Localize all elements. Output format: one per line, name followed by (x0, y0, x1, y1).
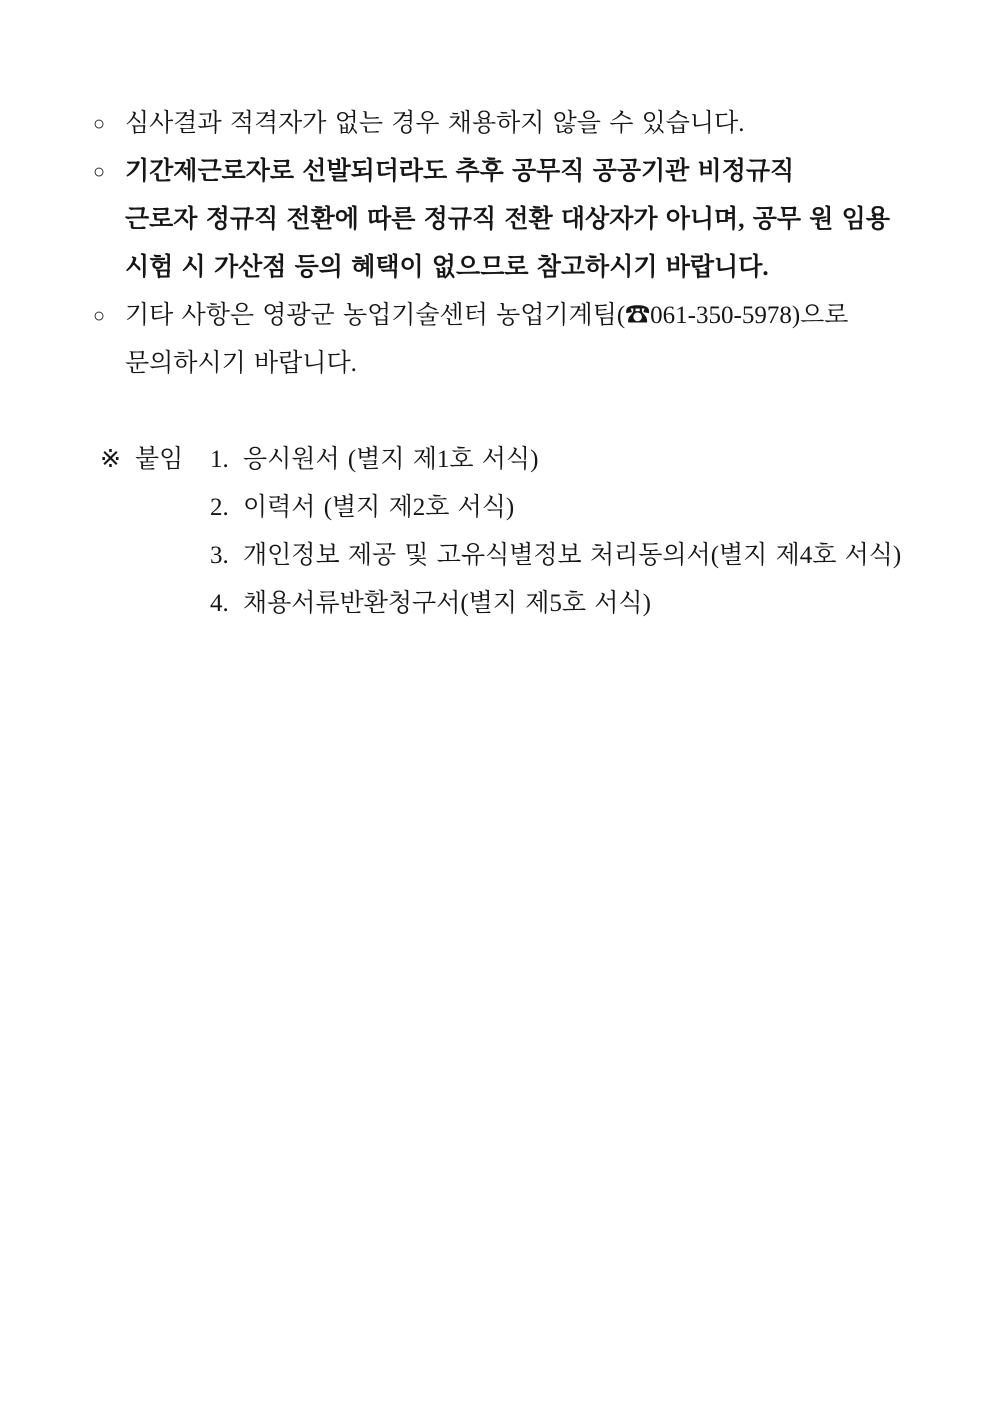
attachments-section (0, 436, 992, 628)
paragraph-line: 기타 사항은 영광군 농업기술센터 농업기계팀(☎061-350-5978)으로 (125, 302, 849, 329)
paragraph-line: 시험 시 가산점 등의 혜택이 없으므로 참고하시기 바랍니다. (125, 254, 769, 281)
attachment-text: 개인정보 제공 및 고유식별정보 처리동의서(별지 제4호 서식) (243, 542, 902, 569)
circle-bullet: ○ (93, 113, 106, 135)
paragraph-contact-info (0, 292, 992, 388)
circle-bullet: ○ (93, 161, 106, 183)
paragraph-line: 심사결과 적격자가 없는 경우 채용하지 않을 수 있습니다. (125, 110, 745, 137)
paragraph-line: 문의하시기 바랍니다. (125, 350, 357, 377)
attachment-text: 응시원서 (별지 제1호 서식) (243, 446, 539, 473)
attachment-item (210, 532, 972, 580)
reference-mark-icon: ※ (100, 446, 121, 473)
attachment-text: 이력서 (별지 제2호 서식) (243, 494, 515, 521)
attachment-item (210, 580, 972, 628)
attachment-number: 2. (210, 494, 229, 521)
attachment-number: 4. (210, 590, 229, 617)
attachment-number: 3. (210, 542, 229, 569)
paragraph-line: 근로자 정규직 전환에 따른 정규직 전환 대상자가 아니며, 공무 원 임용 (125, 206, 890, 233)
paragraph-review-result (0, 100, 992, 148)
document-content (0, 100, 992, 628)
attachment-number: 1. (210, 446, 229, 473)
attachment-item (210, 436, 972, 484)
attachment-item (210, 484, 972, 532)
circle-bullet: ○ (93, 305, 106, 327)
attachments-header (100, 436, 183, 484)
attachment-text: 채용서류반환청구서(별지 제5호 서식) (243, 590, 651, 617)
paragraph-line: 기간제근로자로 선발되더라도 추후 공무직 공공기관 비정규직 (125, 158, 795, 185)
paragraph-fixed-term-notice (0, 148, 992, 292)
attachments-label: 붙임 (134, 446, 184, 473)
